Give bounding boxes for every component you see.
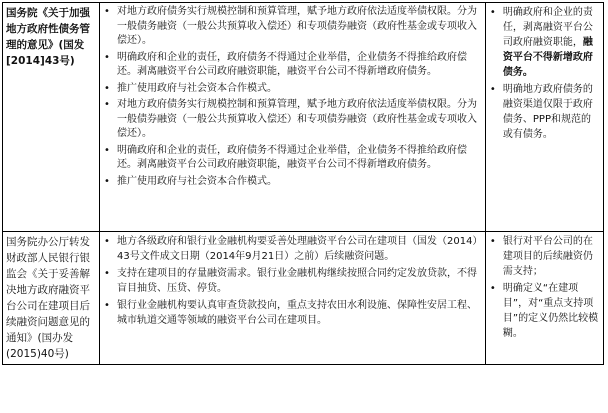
list-item: • 明确地方政府债务的融资渠道仅限于政府债务、PPP和规范的或有债务。 — [489, 82, 600, 142]
content-list — [103, 234, 482, 328]
list-item: • 推广使用政府与社会资本合作模式。 — [103, 82, 482, 97]
table-row — [3, 232, 604, 365]
policy-title: 国务院《关于加强地方政府性债务管理的意见》(国发[2014]43号) — [6, 7, 90, 67]
impact-bold-text: 融资平台不得新增政府债务。 — [502, 37, 593, 78]
list-item: • 对地方政府债务实行规模控制和预算管理，赋予地方政府依法适度举债权限。分为一般债券融资（一般公共预算收入偿还）和专项债券融资（政府性基金或专项收入偿还）。 — [103, 98, 482, 142]
policy-title: 国务院办公厅转发财政部人民银行银监会《关于妥善解决地方政府融资平台公司在建项目后续融资问题意见的通知》(国办发(2015)40号) — [6, 236, 90, 360]
list-item: • 明确定义“在建项目”，对“重点支持项目”的定义仍然比较模糊。 — [489, 281, 600, 341]
impact-cell — [485, 232, 603, 365]
list-item: • 支持在建项目的存量融资需求。银行业金融机构继续按照合同约定发放贷款，不得盲目抽贷、压贷、停贷。 — [103, 266, 482, 296]
list-item: • 明确政府和企业的责任，政府债务不得通过企业举借，企业债务不得推给政府偿还。剥离融资平台公司政府融资职能，融资平台公司不得新增政府债务。 — [103, 51, 482, 80]
list-item: • 银行业金融机构要认真审查贷款投向，重点支持农田水利设施、保障性安居工程、城市轨道交通等领域的融资平台公司在建项目。 — [103, 298, 482, 328]
policy-table — [2, 2, 604, 365]
content-cell — [100, 232, 486, 365]
list-item: • 明确政府和企业的责任，政府债务不得通过企业举借，企业债务不得推给政府偿还。剥离融资平台公司政府融资职能，融资平台公司不得新增政府债务。 — [103, 144, 482, 173]
impact-text: 明确政府和企业的责任，剥离融资平台公司政府融资职能， — [502, 7, 593, 48]
policy-cell — [3, 3, 100, 232]
table-row — [3, 3, 604, 232]
content-cell — [100, 3, 486, 232]
list-item — [489, 5, 600, 80]
list-item: • 对地方政府债务实行规模控制和预算管理，赋予地方政府依法适度举债权限。分为一般债务融资（一般公共预算收入偿还）和专项债券融资（政府性基金或专项收入偿还）。 — [103, 5, 482, 49]
list-item: • 银行对平台公司的在建项目的后续融资仍需支持； — [489, 234, 600, 279]
list-item: • 推广使用政府与社会资本合作模式。 — [103, 175, 482, 190]
content-list — [103, 5, 482, 189]
impact-list — [489, 5, 600, 142]
list-item: • 地方各级政府和银行业金融机构要妥善处理融资平台公司在建项目（国发（2014）43号文件成文日期（2014年9月21日）之前）后续融资问题。 — [103, 234, 482, 264]
impact-list — [489, 234, 600, 341]
policy-cell — [3, 232, 100, 365]
impact-cell — [485, 3, 603, 232]
